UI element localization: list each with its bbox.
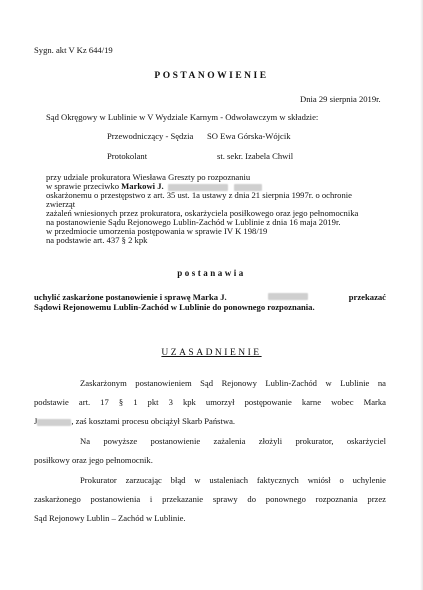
presiding-judge-name: SO Ewa Górska-Wójcik [207,131,291,141]
defendant-initial: J [34,416,38,426]
decision-ref-line: na postanowienie Sądu Rejonowego Lublin-Zachód w Lublinie z dnia 16 maja 2019r. [46,217,341,227]
redaction [37,419,71,426]
case-reference: Sygn. akt V Kz 644/19 [34,45,113,55]
document-date: Dnia 29 sierpnia 2019r. [300,94,381,104]
ruling-line-1 [34,292,386,302]
justification-p1-line-2: podstawie art. 17 § 1 pkt 3 kpk umorzył postępowanie karne wobec Marka [34,397,386,407]
defendant-name: Markowi J. [121,181,164,191]
justification-p1-line-1: Zaskarżonym postanowieniem Sąd Rejonowy Lublin-Zachód w Lublinie na [80,378,386,388]
justification-p3-line-1: Prokurator zarzucając błąd w ustaleniach faktycznych wniósł o uchylenie [80,475,386,485]
justification-p1-line-3-text: , zaś kosztami procesu obciążył Skarb Państwa. [71,416,236,426]
charge-line: oskarżonemu o przestępstwo z art. 35 ust. 1a ustawy z dnia 21 sierpnia 1997r. o ochronie [46,190,352,200]
justification-p2-line-2: posiłkowy oraz jego pełnomocnik. [34,455,153,465]
appeals-line: zażaleń wniesionych przez prokuratora, oskarżyciela posiłkowego oraz jego pełnomocnika [46,208,359,218]
justification-p3-line-2: zaskarżonego postanowienia i przekazanie sprawy do ponownego rozpoznania przez [34,494,386,504]
prosecutor-line: przy udziale prokuratora Wiesława Greszty po rozpoznaniu [46,172,251,182]
justification-p1-line-3 [34,416,235,426]
justification-heading: UZASADNIENIE [161,348,262,358]
legal-basis-line: na podstawie art. 437 § 2 kpk [46,235,148,245]
redaction [268,293,308,300]
justification-p2-line-1: Na powyższe postanowienie zażalenia złożyli prokurator, oskarżyciel [80,436,386,446]
document-title: POSTANOWIENIE [154,71,269,81]
clerk-name: st. sekr. Izabela Chwil [217,151,294,161]
justification-p3-line-3: Sąd Rejonowy Lublin – Zachód w Lublinie. [34,513,186,523]
subject-line: w przedmiocie umorzenia postępowania w sprawie IV K 198/19 [46,226,268,236]
clerk-label: Protokolant [107,151,148,161]
charge-line-cont: zwierząt [46,199,76,209]
ruling-line-1-end: przekazać [348,292,386,302]
case-against-prefix: w sprawie przeciwko [46,181,122,191]
presiding-judge-label: Przewodniczący - Sędzia [107,131,194,141]
ruling-line-1-text: uchylić zaskarżone postanowienie i sprawę Marka J. [34,292,227,302]
ruling-line-2: Sądowi Rejonowemu Lublin-Zachód w Lublinie do ponownego rozpoznania. [34,302,315,312]
ruling-heading: postanawia [177,268,246,278]
court-composition-intro: Sąd Okręgowy w Lublinie w V Wydziale Karnym - Odwoławczym w składzie: [46,112,319,122]
